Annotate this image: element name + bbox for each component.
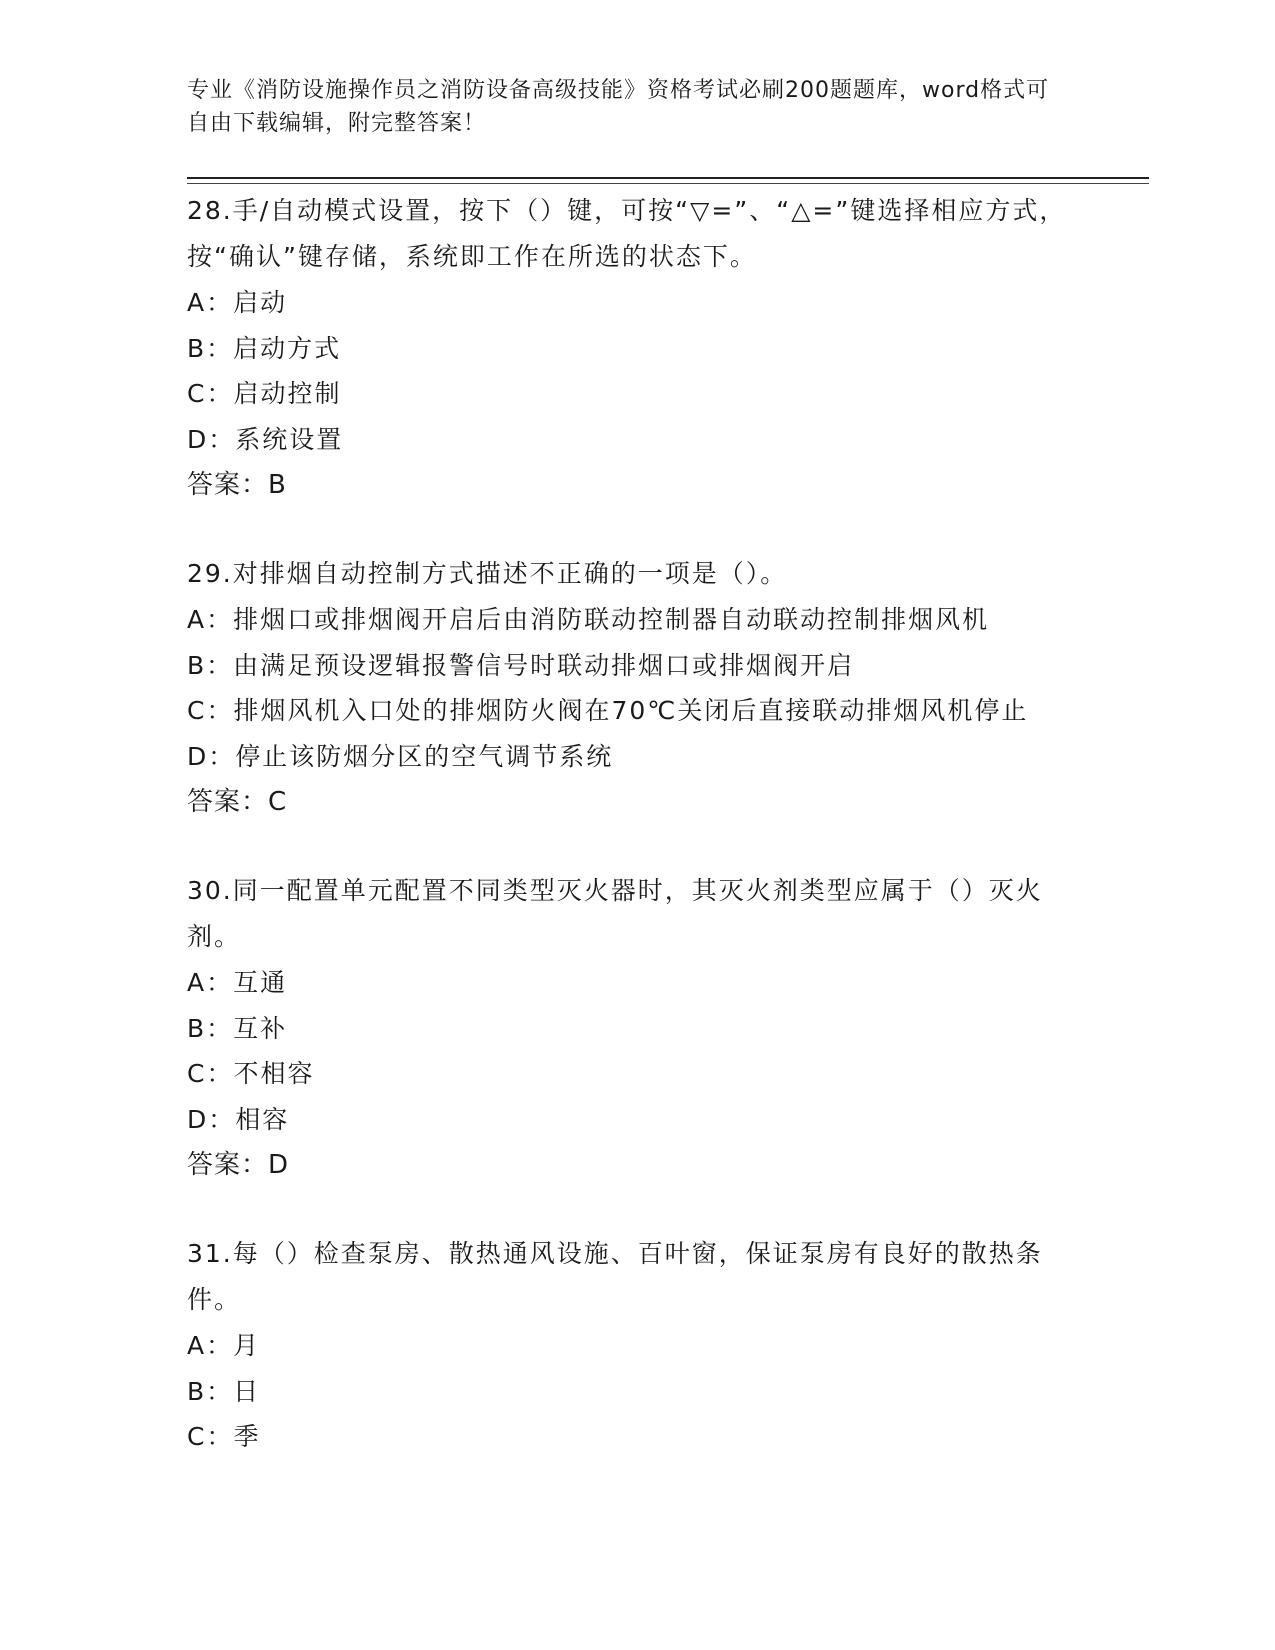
option-a: A：月 [187,1331,261,1360]
answer-line: 答案：C [187,787,288,817]
question-29 [187,551,1087,825]
document-header: 专业《消防设施操作员之消防设备高级技能》资格考试必刷200题题库，word格式可自由下载编辑，附完整答案！ [187,78,1050,136]
question-28 [187,188,1087,508]
option-d: D：停止该防烟分区的空气调节系统 [187,741,614,771]
option-a: A：启动 [187,288,288,317]
question-list [187,188,1087,1503]
question-text: 28.手/自动模式设置，按下（）键，可按“▽=”、“△=”键选择相应方式，按“确认”键存储，系统即工作在所选的状态下。 [187,196,1067,271]
question-text: 31.每（）检查泵房、散热通风设施、百叶窗，保证泵房有良好的散热条件。 [187,1239,1043,1314]
answer-line: 答案：D [187,1150,290,1180]
option-c: C：排烟风机入口处的排烟防火阀在70℃关闭后直接联动排烟风机停止 [187,696,1029,725]
header-divider-thick [187,177,1149,179]
option-b: B：启动方式 [187,333,342,363]
option-c: C：启动控制 [187,379,342,408]
option-d: D：相容 [187,1104,290,1134]
option-d: D：系统设置 [187,424,344,454]
answer-line: 答案：B [187,470,287,500]
option-b: B：互补 [187,1013,288,1043]
option-a: A：互通 [187,968,288,997]
option-a: A：排烟口或排烟阀开启后由消防联动控制器自动联动控制排烟风机 [187,605,990,634]
option-b: B：日 [187,1376,261,1406]
header-divider-thin [187,183,1149,184]
question-30 [187,868,1087,1188]
question-31 [187,1231,1087,1460]
option-c: C：季 [187,1422,261,1451]
option-c: C：不相容 [187,1059,315,1088]
question-text: 30.同一配置单元配置不同类型灭火器时，其灭火剂类型应属于（）灭火剂。 [187,876,1043,951]
question-text: 29.对排烟自动控制方式描述不正确的一项是（）。 [187,559,788,588]
option-b: B：由满足预设逻辑报警信号时联动排烟口或排烟阀开启 [187,650,855,680]
